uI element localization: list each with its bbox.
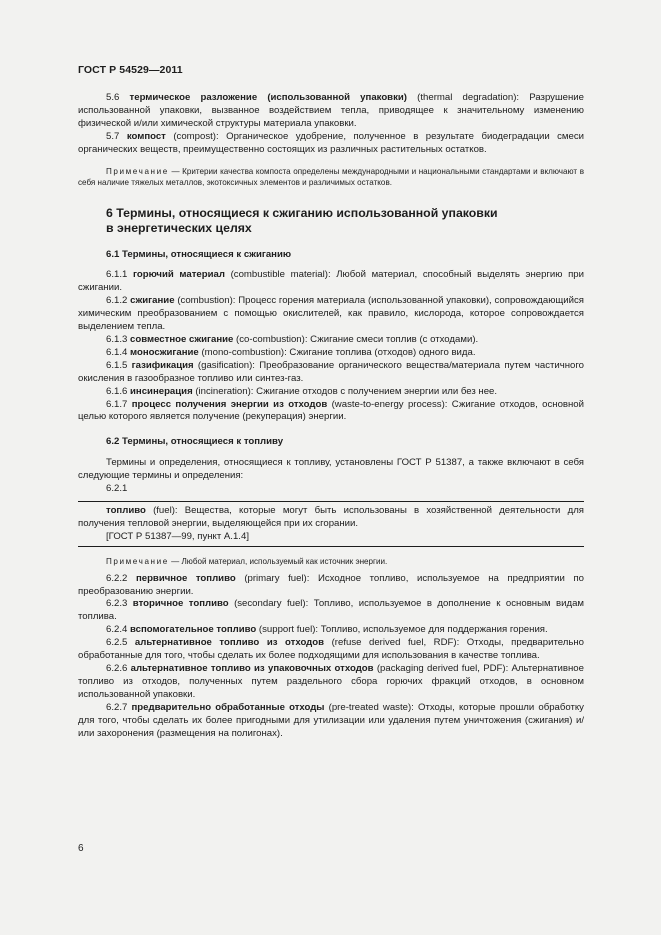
fuel-definition [78, 505, 584, 531]
subsection-6-2-heading: 6.2 Термины, относящиеся к топливу [106, 436, 284, 448]
term: газификация [131, 359, 194, 371]
term: альтернативное топливо из отходов [134, 637, 325, 649]
term: предварительно обработанные отходы [131, 701, 325, 713]
clause-number: 6.2.4 [106, 624, 128, 636]
clause-number: 6.2.3 [106, 598, 128, 610]
clause-number: 6.1.6 [106, 385, 128, 397]
clause-number: 5.6 [106, 92, 120, 103]
definition: (combustible material): Любой материал, способный выделять энергию при сжигании. [78, 269, 585, 294]
term: термическое разложение (использованной упаковки) [129, 92, 407, 103]
definition: (pre-treated waste): Отходы, которые прошли обработку для того, чтобы сделать их более пригодными для утилизации или удаления путем уничтожения (сжигания) и/или захоронения (размещения на полигонах). [78, 701, 584, 739]
definition: (support fuel): Топливо, используемое для поддержания горения. [258, 624, 548, 636]
clause-6-1-2 [78, 295, 584, 334]
note-text: — Любой материал, используемый как источник энергии. [171, 556, 388, 566]
term: вторичное топливо [132, 598, 229, 610]
clause-6-1-3 [78, 334, 584, 347]
clause-5-7 [78, 131, 584, 157]
term: инсинерация [130, 385, 193, 397]
clause-6-2-6 [78, 663, 584, 702]
definition: (gasification): Преобразование органического вещества/материала путем частичного окисления в газообразное топливо или синтез-газ. [78, 359, 585, 384]
note-label: Примечание [106, 166, 169, 176]
clause-number: 6.1.7 [106, 398, 128, 410]
clause-6-1-6 [78, 386, 584, 399]
definition: (fuel): Вещества, которые могут быть использованы в хозяйственной деятельности для получения тепловой энергии, выделяющейся при их сгорании. [78, 504, 584, 529]
term: компост [126, 130, 166, 142]
definition: (secondary fuel): Топливо, используемое в дополнение к основным видам топлива. [78, 598, 585, 623]
note-compost [78, 166, 584, 188]
term: процесс получения энергии из отходов [131, 398, 328, 410]
clause-number: 6.1.5 [106, 359, 128, 371]
page-number: 6 [78, 843, 84, 854]
subsection-6-1-heading: 6.1 Термины, относящиеся к сжиганию [106, 248, 292, 260]
clause-6-2-3 [78, 598, 584, 624]
fuel-definition-reference: [ГОСТ Р 51387—99, пункт А.1.4] [106, 530, 249, 542]
clause-number: 5.7 [106, 130, 120, 142]
note-label: Примечание [106, 556, 169, 566]
term: моносжигание [130, 346, 199, 358]
section-6-title-line2: в энергетических целях [106, 221, 252, 236]
clause-number: 6.1.3 [106, 333, 128, 345]
clause-6-2-4 [78, 624, 584, 637]
term: альтернативное топливо из упаковочных отходов [130, 663, 374, 674]
definition: (refuse derived fuel, RDF): Отходы, предварительно обработанные для того, чтобы сделать их более подходящими для использования в качестве топлива. [78, 637, 584, 662]
clause-number: 6.1.4 [106, 346, 128, 358]
definition: (packaging derived fuel, PDF): Альтернативное топливо из отходов, полученных путем раздельного сбора горючих фракций отходов, в основном использованной упаковки. [78, 663, 584, 700]
subsection-6-2-intro: Термины и определения, относящиеся к топливу, установлены ГОСТ Р 51387, а также включают в себя следующие термины и определения: [78, 457, 584, 482]
page-content [78, 92, 584, 740]
term: горючий материал [133, 269, 225, 281]
clause-number: 6.1.2 [106, 295, 128, 307]
section-6-title-line1: 6 Термины, относящиеся к сжиганию использованной упаковки [106, 205, 498, 220]
note-fuel [78, 556, 584, 567]
clause-6-1-1 [78, 269, 584, 295]
clause-6-1-7 [78, 399, 584, 425]
definition: (thermal degradation): Разрушение использованной упаковки, вызванное воздействием тепла, приводящее к значительному изменению физической и/или химической структуры материала упаковки. [78, 92, 585, 129]
clause-6-2-5 [78, 637, 584, 663]
clause-6-2-7 [78, 702, 584, 741]
term: сжигание [130, 295, 175, 307]
definition: (combustion): Процесс горения материала (использованной упаковки), сопровождающийся химическим преобразованием с помощью окислителей, как правило, кислорода, которое сопровождается выделением тепла. [78, 295, 584, 333]
clause-6-1-5 [78, 360, 584, 386]
standard-header: ГОСТ Р 54529—2011 [78, 64, 183, 76]
term: первичное топливо [135, 572, 236, 584]
clause-number: 6.2.7 [106, 701, 128, 713]
clause-6-2-1-number: 6.2.1 [106, 483, 128, 495]
definition: (incineration): Сжигание отходов с получением энергии или без нее. [195, 385, 498, 397]
term: топливо [106, 504, 146, 516]
definition: (waste-to-energy process): Сжигание отходов, основной целью которого является получение (рекуперация) энергии. [78, 398, 584, 423]
definition: (co-combustion): Сжигание смеси топлив (с отходами). [236, 333, 479, 345]
term: вспомогательное топливо [130, 624, 257, 636]
definition: (compost): Органическое удобрение, полученное в результате биодеградации смеси органических веществ, преимущественно состоящих из различных растительных остатков. [78, 130, 585, 155]
term: совместное сжигание [130, 333, 234, 345]
clause-6-1-4 [78, 347, 584, 360]
definition: (mono-combustion): Сжигание топлива (отходов) одного вида. [201, 346, 476, 358]
clause-number: 6.2.2 [106, 572, 128, 584]
clause-number: 6.2.6 [106, 663, 128, 674]
section-6-heading [78, 206, 584, 237]
definition: (primary fuel): Исходное топливо, используемое на предприятии по преобразованию энергии. [78, 572, 584, 597]
clause-6-2-2 [78, 573, 584, 599]
fuel-definition-box [78, 501, 584, 547]
clause-5-6 [78, 92, 584, 131]
clause-number: 6.2.5 [106, 637, 128, 649]
note-text: — Критерии качества компоста определены международными и национальными стандартами и включают в себя наличие тяжелых металлов, экотоксичных элементов и различимых остатков. [78, 166, 584, 187]
clause-number: 6.1.1 [106, 269, 128, 281]
